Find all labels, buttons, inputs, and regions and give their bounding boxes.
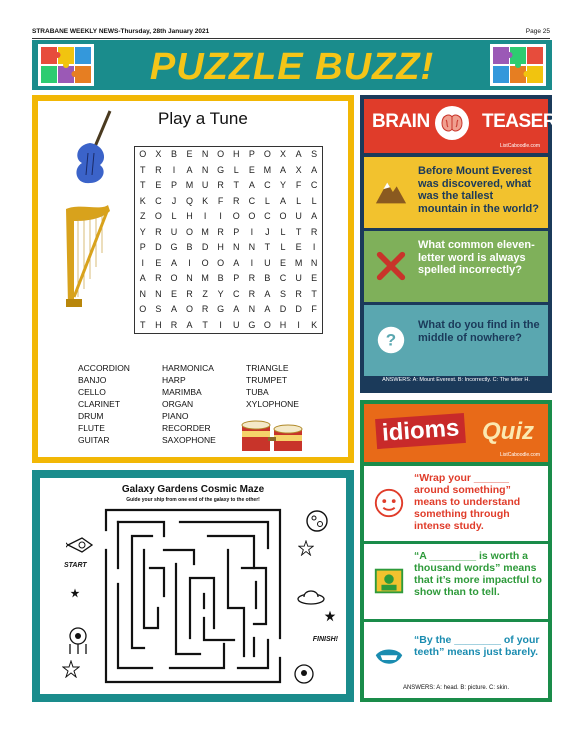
grid-letter[interactable]: O — [186, 226, 194, 237]
grid-letter[interactable]: N — [248, 242, 256, 252]
teeth-icon — [372, 642, 406, 676]
grid-letter[interactable]: E — [295, 242, 302, 252]
picture-icon — [372, 564, 406, 598]
grid-letter[interactable]: R — [155, 273, 162, 283]
grid-letter[interactable]: T — [140, 319, 146, 330]
ufo-icon — [296, 586, 326, 606]
brain-teasers-title-left: BRAIN — [372, 111, 430, 132]
word-list-item: CELLO — [78, 387, 106, 397]
idioms-answers: ANSWERS: A: head. B: picture. C: skin. — [364, 678, 548, 698]
brain-teasers-answers: ANSWERS: A: Mount Everest. B: Incorrectly. C: The letter H. — [382, 377, 530, 383]
brain-teaser-question — [364, 231, 548, 302]
grid-row — [135, 256, 322, 272]
grid-letter[interactable]: A — [186, 319, 193, 330]
grid-row — [135, 318, 322, 334]
grid-letter[interactable]: O — [201, 257, 209, 268]
grid-letter[interactable]: A — [279, 195, 286, 206]
grid-letter[interactable]: M — [201, 226, 209, 237]
banner-title: PUZZLE BUZZ! — [149, 46, 435, 88]
grid-letter[interactable]: T — [140, 180, 146, 190]
grid-row — [135, 147, 322, 163]
idiom-text: “A ________ is worth a thousand words” means that it’s more impactful to show than to tell. — [414, 550, 542, 598]
grid-letter[interactable]: D — [201, 242, 209, 252]
grid-row — [135, 225, 322, 241]
grid-letter[interactable]: B — [186, 242, 193, 252]
grid-letter[interactable]: J — [265, 226, 270, 237]
grid-letter[interactable]: F — [217, 195, 224, 206]
grid-letter[interactable]: R — [186, 288, 193, 299]
grid-letter[interactable]: Y — [279, 180, 286, 190]
head-icon — [372, 486, 406, 520]
grid-letter[interactable]: R — [155, 164, 162, 175]
grid-letter[interactable]: H — [217, 242, 224, 252]
grid-letter[interactable]: A — [233, 304, 240, 314]
grid-letter[interactable]: I — [219, 319, 222, 330]
grid-letter[interactable]: E — [311, 273, 318, 283]
star-icon — [298, 540, 314, 556]
grid-letter[interactable]: I — [172, 164, 176, 175]
grid-row — [135, 209, 322, 225]
grid-letter[interactable]: L — [264, 195, 270, 206]
planet-icon — [304, 508, 330, 534]
bongo-drums-icon — [238, 417, 308, 455]
cosmic-maze-puzzle — [32, 470, 354, 702]
grid-letter[interactable]: A — [186, 164, 193, 175]
question-icon — [374, 323, 408, 357]
word-search-panel — [38, 101, 348, 457]
grid-letter[interactable]: N — [155, 288, 162, 299]
grid-letter[interactable]: O — [279, 211, 287, 221]
grid-letter[interactable]: X — [295, 164, 302, 175]
grid-letter[interactable]: L — [233, 164, 239, 175]
grid-letter[interactable]: R — [217, 180, 224, 190]
grid-row — [135, 194, 322, 210]
grid-letter[interactable]: U — [170, 226, 178, 237]
grid-letter[interactable]: L — [280, 242, 286, 252]
grid-letter[interactable]: R — [170, 319, 178, 330]
grid-letter[interactable]: B — [170, 149, 177, 159]
grid-row — [135, 271, 322, 287]
grid-letter[interactable]: A — [311, 211, 318, 221]
maze-start-label: START — [64, 562, 87, 569]
idioms-brand: ListCaboodle.com — [499, 452, 540, 458]
header-page-number: Page 25 — [525, 28, 550, 35]
grid-letter[interactable]: C — [155, 195, 162, 206]
star-icon — [324, 610, 336, 622]
grid-letter[interactable]: E — [155, 257, 162, 268]
brain-teaser-text: What do you find in the middle of nowhere? — [418, 319, 540, 344]
word-list-item: TUBA — [246, 387, 269, 397]
grid-letter[interactable]: E — [279, 257, 286, 268]
svg-text:?: ? — [385, 330, 397, 350]
grid-letter[interactable]: J — [171, 195, 177, 206]
idioms-quiz-header — [364, 404, 548, 462]
word-list-item: TRIANGLE — [246, 363, 289, 373]
grid-letter[interactable]: O — [170, 273, 178, 283]
brain-teasers-section — [360, 95, 569, 393]
grid-letter[interactable]: I — [312, 242, 316, 252]
grid-letter[interactable]: T — [233, 180, 239, 190]
grid-letter[interactable]: N — [201, 164, 209, 175]
brain-teasers-title-right: TEASERS — [482, 111, 569, 132]
grid-letter[interactable]: U — [233, 319, 240, 330]
grid-letter[interactable]: O — [139, 304, 147, 314]
word-list-item: DRUM — [78, 411, 104, 421]
grid-letter[interactable]: O — [232, 211, 240, 221]
grid-letter[interactable]: B — [264, 273, 271, 283]
grid-letter[interactable]: C — [264, 180, 271, 190]
grid-letter[interactable]: O — [263, 149, 271, 159]
word-list-item: HARP — [162, 375, 186, 385]
grid-letter[interactable]: K — [311, 319, 318, 330]
grid-letter[interactable]: N — [201, 149, 209, 159]
grid-letter[interactable]: I — [219, 211, 222, 221]
brain-teaser-text: What common eleven-letter word is always spelled incorrectly? — [418, 239, 535, 276]
maze-finish-label: FINISH! — [312, 636, 338, 643]
maze-grid[interactable] — [104, 508, 282, 684]
grid-letter[interactable]: E — [155, 180, 162, 190]
puzzle-buzz-banner — [32, 40, 552, 90]
word-list-item: SAXOPHONE — [162, 435, 216, 445]
grid-letter[interactable]: A — [139, 273, 146, 283]
grid-letter[interactable]: P — [233, 226, 240, 237]
page-header — [32, 27, 550, 39]
grid-letter[interactable]: D — [279, 304, 287, 314]
grid-letter[interactable]: P — [139, 242, 146, 252]
idiom-text: “By the ________ of your teeth” means just barely. — [414, 634, 540, 658]
grid-letter[interactable]: E — [248, 164, 255, 175]
mountain-icon — [374, 175, 408, 209]
grid-letter[interactable]: N — [310, 257, 318, 268]
brain-teaser-question — [364, 157, 548, 228]
grid-letter[interactable]: T — [140, 164, 146, 175]
grid-letter[interactable]: A — [233, 257, 240, 268]
grid-letter[interactable]: P — [170, 180, 177, 190]
grid-letter[interactable]: H — [279, 319, 287, 330]
word-list-item: GUITAR — [78, 435, 110, 445]
grid-letter[interactable]: M — [263, 164, 272, 175]
grid-row — [135, 302, 322, 318]
brain-teaser-question — [364, 305, 548, 376]
grid-letter[interactable]: R — [217, 226, 224, 237]
grid-letter[interactable]: A — [264, 288, 271, 299]
grid-letter[interactable]: C — [264, 211, 271, 221]
grid-row — [135, 163, 322, 179]
idioms-title-word: idioms — [375, 413, 466, 449]
grid-letter[interactable]: L — [280, 226, 286, 237]
grid-letter[interactable]: Y — [139, 226, 146, 237]
word-list-item: FLUTE — [78, 423, 105, 433]
jigsaw-puzzle-icon — [490, 44, 546, 86]
double-bass-icon — [68, 109, 118, 189]
word-list-item: BANJO — [78, 375, 107, 385]
grid-row — [135, 240, 322, 256]
grid-letter[interactable]: R — [248, 288, 256, 299]
grid-letter[interactable]: K — [202, 195, 209, 206]
grid-letter[interactable]: I — [250, 257, 254, 268]
grid-letter[interactable]: S — [155, 304, 162, 314]
grid-letter[interactable]: H — [155, 319, 162, 330]
star-icon — [70, 588, 80, 598]
grid-letter[interactable]: X — [279, 149, 286, 159]
idioms-quiz-section — [360, 400, 552, 702]
grid-letter[interactable]: S — [279, 288, 286, 299]
grid-letter[interactable]: K — [139, 195, 146, 206]
word-list-item: TRUMPET — [246, 375, 288, 385]
word-list-item: HARMONICA — [162, 363, 214, 373]
grid-letter[interactable]: M — [185, 180, 194, 190]
word-list-item: ORGAN — [162, 399, 194, 409]
grid-letter[interactable]: Z — [202, 288, 208, 299]
maze-title: Galaxy Gardens Cosmic Maze — [121, 484, 265, 495]
grid-letter[interactable]: A — [264, 304, 271, 314]
grid-letter[interactable]: O — [217, 149, 225, 159]
grid-letter[interactable]: R — [201, 304, 209, 314]
grid-letter[interactable]: H — [233, 149, 240, 159]
word-list-item: RECORDER — [162, 423, 211, 433]
grid-letter[interactable]: A — [248, 180, 255, 190]
grid-letter[interactable]: E — [170, 288, 177, 299]
idioms-title-quiz: Quiz — [482, 418, 534, 445]
grid-letter[interactable]: G — [217, 164, 225, 175]
grid-letter[interactable]: L — [296, 195, 302, 206]
grid-letter[interactable]: G — [170, 242, 178, 252]
grid-letter[interactable]: D — [295, 304, 302, 314]
word-list-column — [78, 362, 162, 446]
grid-letter[interactable]: T — [311, 288, 317, 299]
grid-letter[interactable]: O — [248, 211, 256, 221]
grid-letter[interactable]: M — [201, 273, 209, 283]
grid-letter[interactable]: P — [233, 273, 240, 283]
grid-letter[interactable]: R — [233, 195, 240, 206]
maze-subtitle: Guide your ship from one end of the galaxy to the other! — [126, 497, 260, 503]
star-icon — [62, 660, 80, 678]
grid-letter[interactable]: S — [311, 149, 318, 159]
harp-icon — [60, 201, 116, 311]
grid-letter[interactable]: R — [155, 226, 162, 237]
grid-letter[interactable]: O — [263, 319, 271, 330]
grid-letter[interactable]: L — [311, 195, 317, 206]
grid-letter[interactable]: N — [233, 242, 240, 252]
grid-letter[interactable]: U — [295, 273, 302, 283]
grid-letter[interactable]: A — [170, 257, 177, 268]
rocket-ship-icon — [66, 534, 94, 556]
grid-letter[interactable]: C — [279, 273, 287, 283]
grid-letter[interactable]: G — [248, 319, 256, 330]
grid-letter[interactable]: T — [202, 319, 208, 330]
grid-letter[interactable]: M — [294, 257, 303, 268]
grid-letter[interactable]: O — [217, 257, 225, 268]
grid-letter[interactable]: G — [217, 304, 225, 314]
grid-letter[interactable]: N — [186, 273, 193, 283]
grid-letter[interactable]: R — [248, 273, 256, 283]
grid-letter[interactable]: E — [186, 149, 193, 159]
brain-teaser-text: Before Mount Everest was discovered, what was the tallest mountain in the world? — [418, 165, 539, 215]
word-list-item: PIANO — [162, 411, 189, 421]
word-search-title: Play a Tune — [158, 109, 248, 128]
letter-grid — [134, 146, 323, 334]
grid-letter[interactable]: F — [295, 180, 302, 190]
word-list-item: MARIMBA — [162, 387, 202, 397]
grid-letter[interactable]: O — [186, 304, 194, 314]
grid-letter[interactable]: C — [310, 180, 318, 190]
brain-teasers-header — [364, 99, 569, 153]
grid-letter[interactable]: N — [139, 288, 147, 299]
grid-letter[interactable]: T — [264, 242, 271, 252]
grid-letter[interactable]: U — [295, 211, 302, 221]
grid-row — [135, 287, 322, 303]
grid-letter[interactable]: Q — [186, 195, 194, 206]
word-search-puzzle — [32, 95, 354, 463]
grid-letter[interactable]: B — [217, 273, 224, 283]
grid-letter[interactable]: I — [141, 257, 145, 268]
grid-letter[interactable]: C — [248, 195, 256, 206]
grid-letter[interactable]: C — [233, 288, 240, 299]
grid-letter[interactable]: I — [250, 226, 254, 237]
grid-letter[interactable]: F — [311, 304, 317, 314]
word-list-item: ACCORDION — [78, 363, 130, 373]
idiom-question — [364, 466, 548, 541]
brain-icon — [434, 105, 470, 141]
grid-letter[interactable]: Y — [217, 288, 224, 299]
word-list-column — [162, 362, 246, 446]
grid-letter[interactable]: L — [171, 211, 177, 221]
word-list-item: CLARINET — [78, 399, 121, 409]
grid-letter[interactable]: U — [264, 257, 271, 268]
grid-letter[interactable]: I — [297, 319, 300, 330]
grid-letter[interactable]: X — [155, 149, 162, 159]
grid-letter[interactable]: A — [279, 164, 286, 175]
grid-letter[interactable]: A — [295, 149, 302, 159]
grid-letter[interactable]: P — [248, 149, 255, 159]
grid-letter[interactable]: Z — [140, 211, 146, 221]
word-list-item: XYLOPHONE — [246, 399, 299, 409]
grid-letter[interactable]: H — [186, 211, 193, 221]
grid-letter[interactable]: I — [203, 211, 207, 221]
alien-icon — [292, 662, 316, 686]
grid-letter[interactable]: D — [155, 242, 162, 252]
grid-letter[interactable]: A — [311, 164, 318, 175]
alien-icon — [66, 626, 90, 656]
grid-letter[interactable]: A — [170, 304, 177, 314]
grid-letter[interactable]: R — [295, 288, 302, 299]
grid-letter[interactable]: R — [310, 226, 318, 237]
grid-row — [135, 178, 322, 194]
maze-panel — [40, 478, 346, 694]
idiom-text: “Wrap your ______ around something” means to understand something through intense study. — [414, 472, 521, 532]
grid-letter[interactable]: O — [139, 149, 147, 159]
idiom-question — [364, 544, 548, 619]
grid-letter[interactable]: N — [248, 304, 256, 314]
brain-teasers-brand: ListCaboodle.com — [499, 143, 540, 149]
x-mark-icon — [374, 249, 408, 283]
header-publication: STRABANE WEEKLY NEWS-Thursday, 28th January 2021 — [32, 28, 210, 35]
grid-letter[interactable]: O — [154, 211, 162, 221]
grid-letter[interactable]: U — [201, 180, 209, 190]
grid-letter[interactable]: I — [188, 257, 191, 268]
grid-letter[interactable]: T — [295, 226, 302, 237]
